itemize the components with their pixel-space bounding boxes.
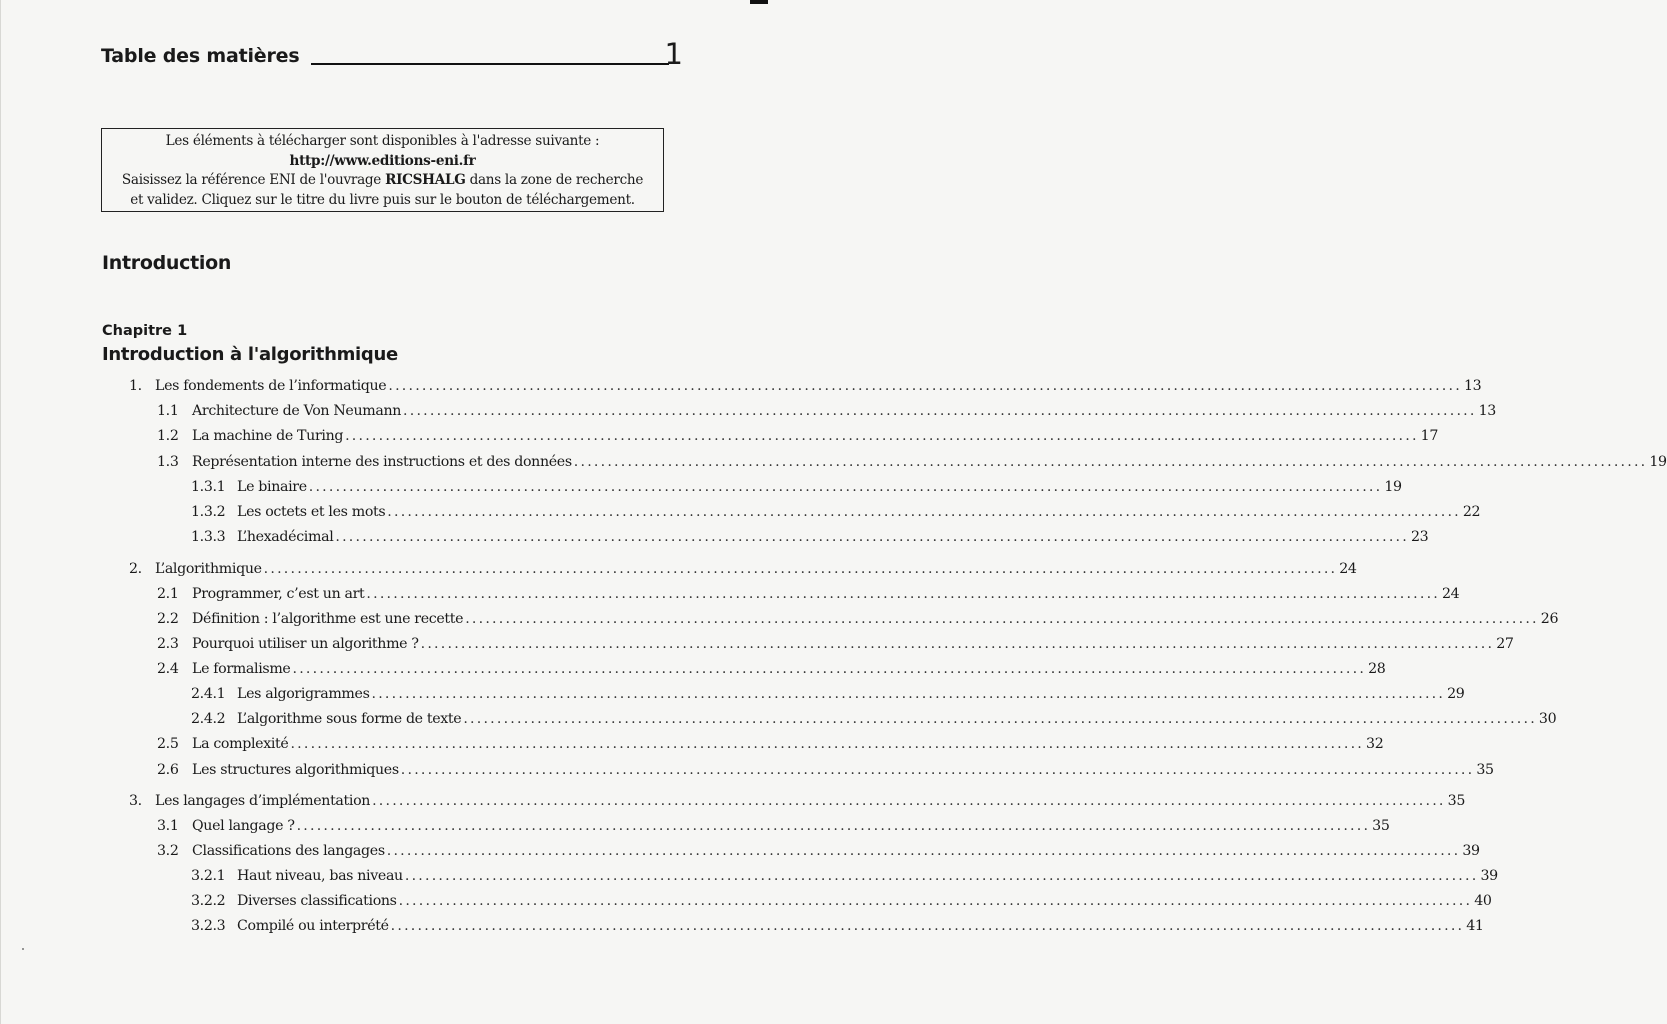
toc-entry-number: 3.2 [157, 843, 179, 859]
toc-entry-title: Haut niveau, bas niveau [237, 868, 403, 884]
page-header [101, 38, 683, 72]
toc-entry [157, 734, 1384, 754]
toc-leader-dots: ................................................................................................................................................................ [366, 586, 1440, 602]
toc-entry [191, 684, 1465, 704]
toc-entry [191, 502, 1481, 522]
toc-entry-page: 39 [1462, 843, 1480, 859]
toc-leader-dots: ................................................................................................................................................................ [308, 479, 1383, 495]
toc-entry-number: 1.3.1 [191, 479, 226, 495]
toc-entry [157, 452, 1667, 472]
toc-entry-title: Quel langage ? [192, 818, 295, 834]
toc-entry-number: 2.2 [157, 611, 179, 627]
toc-leader-dots: ................................................................................................................................................................ [386, 843, 1461, 859]
toc-entry [129, 376, 1482, 396]
download-info-box [101, 128, 664, 212]
toc-entry-number: 2.5 [157, 736, 179, 752]
toc-leader-dots: ................................................................................................................................................................ [573, 454, 1648, 470]
scan-speck [22, 948, 24, 950]
toc-entry [191, 709, 1557, 729]
toc-leader-dots: ................................................................................................................................................................ [463, 711, 1537, 727]
toc-entry [157, 659, 1386, 679]
toc-entry-page: 26 [1540, 611, 1559, 627]
toc-entry-number: 1.3 [157, 454, 179, 470]
header-rule [311, 63, 669, 65]
toc-entry-title: La complexité [192, 736, 289, 752]
toc-entry-page: 13 [1463, 378, 1482, 394]
book-reference: RICSHALG [385, 172, 466, 188]
toc-entry [157, 584, 1460, 604]
toc-entry-title: La machine de Turing [192, 428, 344, 444]
toc-entry [191, 916, 1484, 936]
toc-entry-page: 40 [1474, 893, 1492, 909]
toc-entry [157, 426, 1439, 446]
toc-leader-dots: ................................................................................................................................................................ [263, 561, 1338, 577]
toc-leader-dots: ................................................................................................................................................................ [296, 818, 1371, 834]
toc-entry-page: 41 [1466, 918, 1484, 934]
toc-entry-title: Représentation interne des instructions et des données [192, 454, 572, 470]
download-url: http://www.editions-eni.fr [289, 152, 476, 169]
toc-entry-number: 1.1 [157, 403, 179, 419]
toc-entry [129, 559, 1357, 579]
introduction-heading: Introduction [102, 252, 232, 274]
toc-entry-page: 35 [1447, 793, 1466, 809]
toc-entry [191, 477, 1402, 497]
toc-entry-title: Définition : l’algorithme est une recette [192, 611, 464, 627]
scan-corner-mark [750, 0, 768, 4]
toc-leader-dots: ................................................................................................................................................................ [292, 661, 1367, 677]
toc-leader-dots: ................................................................................................................................................................ [404, 868, 1479, 884]
chapter-title: Introduction à l'algorithmique [102, 344, 398, 365]
toc-entry-title: L’hexadécimal [237, 529, 334, 545]
toc-leader-dots: ................................................................................................................................................................ [400, 762, 1475, 778]
toc-leader-dots: ................................................................................................................................................................ [403, 403, 1477, 419]
toc-entry-number: 2.3 [157, 636, 179, 652]
toc-entry-number: 1.2 [157, 428, 179, 444]
download-line-3 [102, 171, 663, 191]
download-line-1: Les éléments à télécharger sont disponibles à l'adresse suivante : [165, 133, 600, 149]
toc-entry-number: 2.1 [157, 586, 179, 602]
toc-entry [191, 527, 1429, 547]
toc-entry-title: Les langages d’implémentation [155, 793, 371, 809]
toc-entry-page: 27 [1496, 636, 1514, 652]
toc-entry-page: 13 [1478, 403, 1496, 419]
toc-entry-number: 3. [129, 793, 142, 809]
page-number: 1 [664, 37, 683, 71]
toc-leader-dots: ................................................................................................................................................................ [398, 893, 1473, 909]
toc-entry [129, 791, 1466, 811]
toc-entry-title: Programmer, c’est un art [192, 586, 365, 602]
toc-entry-page: 17 [1420, 428, 1439, 444]
toc-entry-number: 1. [129, 378, 142, 394]
download-line-4: et validez. Cliquez sur le titre du livre puis sur le bouton de téléchargement. [130, 191, 635, 208]
page-edge [0, 0, 1, 1024]
toc-entry-number: 3.2.2 [191, 893, 226, 909]
toc-entry-number: 2.4 [157, 661, 179, 677]
toc-entry-title: Les octets et les mots [237, 504, 386, 520]
toc-entry [157, 634, 1514, 654]
toc-entry-number: 1.3.3 [191, 529, 226, 545]
toc-leader-dots: ................................................................................................................................................................ [335, 529, 1409, 545]
toc-entry-page: 22 [1462, 504, 1481, 520]
toc-entry-number: 2. [129, 561, 142, 577]
toc-entry-title: Compilé ou interprété [237, 918, 389, 934]
toc-entry-page: 28 [1368, 661, 1386, 677]
toc-entry [191, 866, 1498, 886]
toc-entry-title: Classifications des langages [192, 843, 385, 859]
download-line-3-post: dans la zone de recherche [469, 172, 644, 188]
toc-entry-number: 3.2.1 [191, 868, 226, 884]
toc-leader-dots: ................................................................................................................................................................ [420, 636, 1495, 652]
toc-entry-number: 2.4.2 [191, 711, 226, 727]
toc-leader-dots: ................................................................................................................................................................ [388, 378, 1462, 394]
toc-entry-number: 1.3.2 [191, 504, 226, 520]
toc-entry-page: 19 [1649, 454, 1667, 470]
toc-leader-dots: ................................................................................................................................................................ [465, 611, 1539, 627]
toc-entry [157, 841, 1480, 861]
toc-entry-page: 32 [1366, 736, 1384, 752]
chapter-label: Chapitre 1 [102, 323, 188, 339]
toc-entry-page: 30 [1538, 711, 1557, 727]
toc-entry-page: 29 [1447, 686, 1465, 702]
toc-entry-title: L’algorithmique [155, 561, 262, 577]
toc-entry-title: L’algorithme sous forme de texte [237, 711, 462, 727]
toc-entry-page: 23 [1410, 529, 1429, 545]
toc-entry-title: Les fondements de l’informatique [155, 378, 387, 394]
toc-entry-number: 3.1 [157, 818, 179, 834]
toc-entry-title: Architecture de Von Neumann [192, 403, 402, 419]
toc-leader-dots: ................................................................................................................................................................ [372, 793, 1446, 809]
toc-entry-page: 24 [1339, 561, 1357, 577]
page-title: Table des matières [101, 45, 300, 67]
toc-entry [157, 760, 1494, 780]
toc-entry-number: 2.4.1 [191, 686, 226, 702]
toc-entry-page: 19 [1384, 479, 1402, 495]
toc-entry-page: 24 [1442, 586, 1460, 602]
toc-entry-title: Pourquoi utiliser un algorithme ? [192, 636, 419, 652]
toc-entry-title: Diverses classifications [237, 893, 397, 909]
download-line-3-pre: Saisissez la référence ENI de l'ouvrage [121, 172, 382, 188]
toc-entry [157, 609, 1559, 629]
toc-leader-dots: ................................................................................................................................................................ [290, 736, 1365, 752]
toc-entry-number: 2.6 [157, 762, 179, 778]
toc-entry-title: Les structures algorithmiques [192, 762, 399, 778]
toc-leader-dots: ................................................................................................................................................................ [387, 504, 1461, 520]
toc-leader-dots: ................................................................................................................................................................ [371, 686, 1446, 702]
toc-leader-dots: ................................................................................................................................................................ [345, 428, 1419, 444]
toc-entry-title: Le binaire [237, 479, 307, 495]
toc-entry-title: Les algorigrammes [237, 686, 370, 702]
toc-entry [157, 401, 1496, 421]
toc-entry-page: 35 [1372, 818, 1390, 834]
toc-entry-number: 3.2.3 [191, 918, 226, 934]
toc-entry [191, 891, 1492, 911]
toc-leader-dots: ................................................................................................................................................................ [390, 918, 1465, 934]
toc-entry [157, 816, 1390, 836]
toc-entry-page: 35 [1476, 762, 1494, 778]
toc-entry-page: 39 [1480, 868, 1498, 884]
toc-entry-title: Le formalisme [192, 661, 291, 677]
